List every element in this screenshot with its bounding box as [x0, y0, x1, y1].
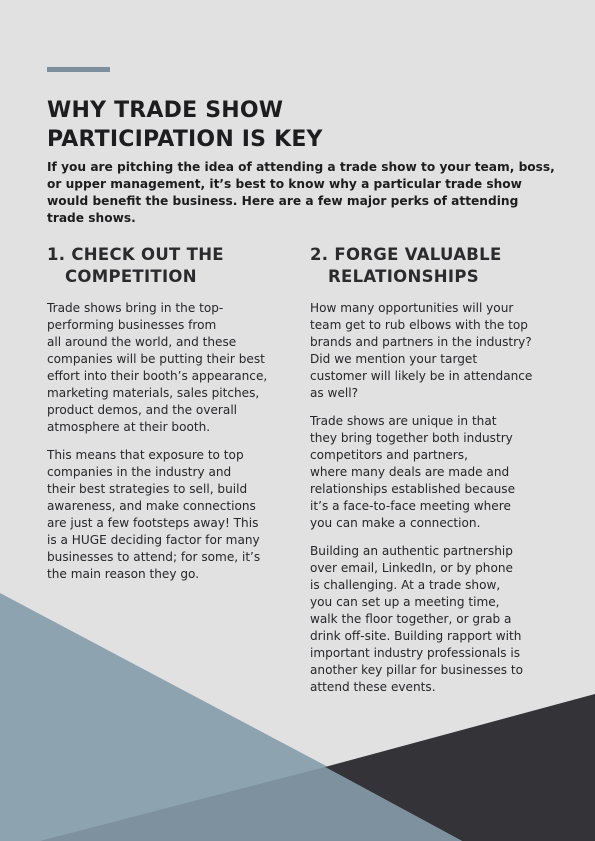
section-paragraph: [47, 300, 292, 436]
text-line: Did we mention your target: [310, 352, 478, 366]
section-paragraph: [47, 447, 292, 583]
text-line: where many deals are made and: [310, 465, 510, 479]
text-line: awareness, and make connections: [47, 499, 256, 513]
title-line: PARTICIPATION IS KEY: [47, 127, 323, 152]
text-line: relationships established because: [310, 482, 516, 496]
title-line: WHY TRADE SHOW: [47, 98, 284, 123]
text-line: attend these events.: [310, 680, 436, 694]
text-line: their best strategies to sell, build: [47, 482, 248, 496]
text-line: it’s a face-to-face meeting where: [310, 499, 511, 513]
text-line: businesses to attend; for some, it’s: [47, 550, 261, 564]
section-paragraph: [310, 543, 555, 696]
text-line: important industry professionals is: [310, 646, 521, 660]
text-line: brands and partners in the industry?: [310, 335, 532, 349]
text-line: marketing materials, sales pitches,: [47, 386, 260, 400]
heading-line: COMPETITION: [65, 267, 197, 286]
section-paragraph: [310, 300, 555, 402]
text-line: another key pillar for businesses to: [310, 663, 524, 677]
section-heading: [310, 244, 555, 288]
text-line: customer will likely be in attendance: [310, 369, 533, 383]
text-line: performing businesses from: [47, 318, 217, 332]
text-line: are just a few footsteps away! This: [47, 516, 259, 530]
text-line: competitors and partners,: [310, 448, 468, 462]
heading-line: 1. CHECK OUT THE: [47, 245, 224, 264]
text-line: you can set up a meeting time,: [310, 595, 500, 609]
text-line: as well?: [310, 386, 359, 400]
text-line: Building an authentic partnership: [310, 544, 513, 558]
text-line: is challenging. At a trade show,: [310, 578, 501, 592]
text-line: This means that exposure to top: [47, 448, 244, 462]
page-title: [47, 96, 377, 154]
heading-line: 2. FORGE VALUABLE: [310, 245, 502, 264]
text-line: product demos, and the overall: [47, 403, 238, 417]
text-line: companies in the industry and: [47, 465, 232, 479]
text-line: drink off-site. Building rapport with: [310, 629, 522, 643]
text-line: walk the floor together, or grab a: [310, 612, 512, 626]
text-line: is a HUGE deciding factor for many: [47, 533, 260, 547]
section-competition: [47, 244, 292, 594]
text-line: they bring together both industry: [310, 431, 513, 445]
accent-bar: [47, 67, 110, 72]
section-relationships: [310, 244, 555, 707]
section-paragraph: [310, 413, 555, 532]
text-line: you can make a connection.: [310, 516, 481, 530]
text-line: Trade shows bring in the top-: [47, 301, 224, 315]
text-line: all around the world, and these: [47, 335, 237, 349]
section-heading: [47, 244, 292, 288]
text-line: team get to rub elbows with the top: [310, 318, 528, 332]
text-line: companies will be putting their best: [47, 352, 265, 366]
text-line: How many opportunities will your: [310, 301, 514, 315]
heading-line: RELATIONSHIPS: [328, 267, 479, 286]
text-line: the main reason they go.: [47, 567, 200, 581]
text-line: effort into their booth’s appearance,: [47, 369, 268, 383]
intro-paragraph: If you are pitching the idea of attending a trade show to your team, boss, or upper management, it’s best to know why a particular trade show would benefit the business. Here are a few major perks of attending trade shows.: [47, 160, 555, 225]
text-line: Trade shows are unique in that: [310, 414, 497, 428]
text-line: over email, LinkedIn, or by phone: [310, 561, 513, 575]
text-line: atmosphere at their booth.: [47, 420, 211, 434]
